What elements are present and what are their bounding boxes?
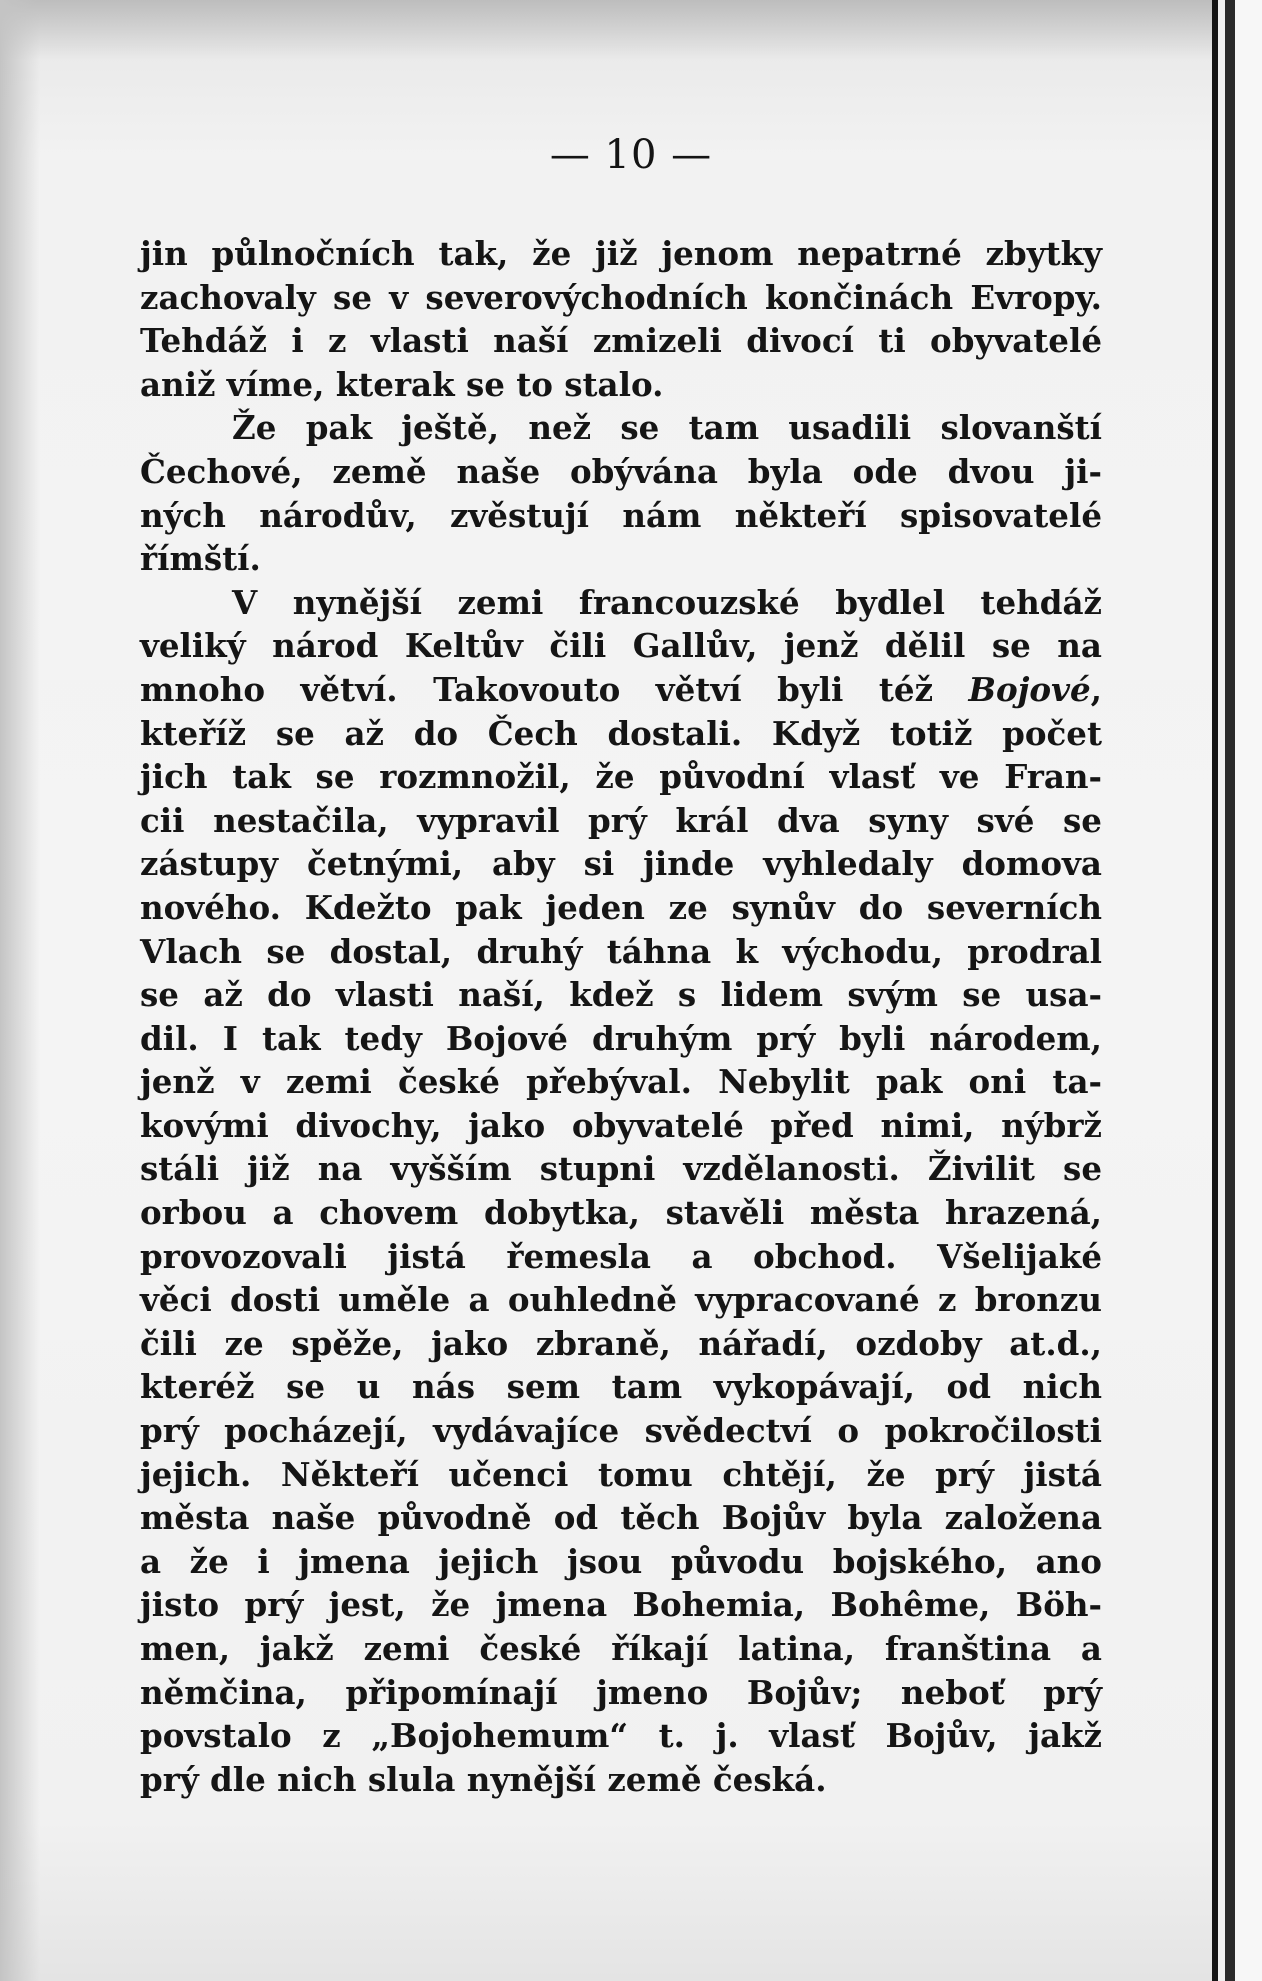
text-line: kteréž se u nás sem tam vykopávají, od nich	[140, 1367, 1102, 1407]
text-line: jenž v zemi české přebýval. Nebylit pak oni ta-	[140, 1062, 1102, 1102]
text-line: Tehdáž i z vlasti naší zmizeli divocí ti obyvatelé	[140, 321, 1102, 361]
text-line: římští.	[140, 539, 261, 579]
italic-suffix: ,	[1090, 669, 1102, 709]
text-line: dil. I tak tedy Bojové druhým prý byli národem,	[140, 1018, 1102, 1058]
text-line: jin půlnočních tak, že již jenom nepatrné zbytky	[140, 234, 1102, 273]
text-line: města naše původně od těch Bojův byla založena	[140, 1498, 1102, 1538]
text-line: prý dle nich slula nynější země česká.	[140, 1759, 827, 1799]
text-line: čili ze spěže, jako zbraně, nářadí, ozdoby at.d.,	[140, 1323, 1102, 1363]
text-line: veliký národ Keltův čili Gallův, jenž dělil se na	[140, 626, 1102, 666]
page-top-shadow	[0, 0, 1262, 60]
book-spine-gap	[1218, 0, 1225, 1981]
text-line: se až do vlasti naší, kdež s lidem svým se usa-	[140, 975, 1102, 1015]
text-line: provozovali jistá řemesla a obchod. Všelijaké	[140, 1236, 1102, 1276]
text-line: Že pak ještě, než se tam usadili slovanští	[232, 408, 1102, 448]
text-line: zachovaly se v severovýchodních končinách Evropy.	[140, 277, 1102, 317]
text-line: orbou a chovem dobytka, stavěli města hrazená,	[140, 1193, 1102, 1233]
text-line: a že i jmena jejich jsou původu bojského, ano	[140, 1541, 1102, 1581]
text-line: povstalo z „Bojohemum“ t. j. vlasť Bojův, jakž	[140, 1716, 1102, 1756]
text-line: stáli již na vyšším stupni vzdělanosti. Živilit se	[140, 1149, 1102, 1189]
text-line: aniž víme, kterak se to stalo.	[140, 364, 664, 404]
text-line: kovými divochy, jako obyvatelé před nimi, nýbrž	[140, 1105, 1102, 1145]
text-line: men, jakž zemi české říkají latina, franština a	[140, 1629, 1102, 1668]
text-line: němčina, připomínají jmeno Bojův; neboť prý	[140, 1672, 1102, 1712]
book-spine-inner	[1225, 0, 1235, 1981]
page-left-shadow	[0, 0, 40, 1981]
text-line: věci dosti uměle a ouhledně vypracované z bronzu	[140, 1280, 1102, 1320]
text-line: zástupy četnými, aby si jinde vyhledaly domova	[140, 844, 1102, 884]
book-edge	[1235, 0, 1262, 1981]
text-line: V nynější zemi francouzské bydlel tehdáž	[232, 582, 1102, 622]
text-line: Vlach se dostal, druhý táhna k východu, prodral	[140, 931, 1102, 971]
text-line: jejich. Někteří učenci tomu chtějí, že prý jistá	[140, 1454, 1102, 1494]
body-text	[140, 232, 1102, 1801]
italic-word: Bojové	[968, 669, 1091, 709]
text-line: cii nestačila, vypravil prý král dva syny své se	[140, 800, 1102, 840]
text-line: jisto prý jest, že jmena Bohemia, Bohême, Böh-	[140, 1585, 1102, 1625]
page-number: — 10 —	[549, 132, 713, 178]
text-line-with-italic	[140, 668, 1102, 712]
text-line: nového. Kdežto pak jeden ze synův do severních	[140, 887, 1102, 927]
text-line: kteříž se až do Čech dostali. Když totiž počet	[140, 713, 1102, 753]
text-line: jich tak se rozmnožil, že původní vlasť ve Fran-	[140, 757, 1102, 797]
text-line: Čechové, země naše obývána byla ode dvou ji-	[140, 451, 1102, 491]
text-line: ných národův, zvěstují nám někteří spisovatelé	[140, 495, 1102, 535]
text-segment: mnoho větví. Takovouto větví byli též	[140, 669, 969, 709]
text-line: prý pocházejí, vydávajíce svědectví o pokročilosti	[140, 1411, 1102, 1451]
